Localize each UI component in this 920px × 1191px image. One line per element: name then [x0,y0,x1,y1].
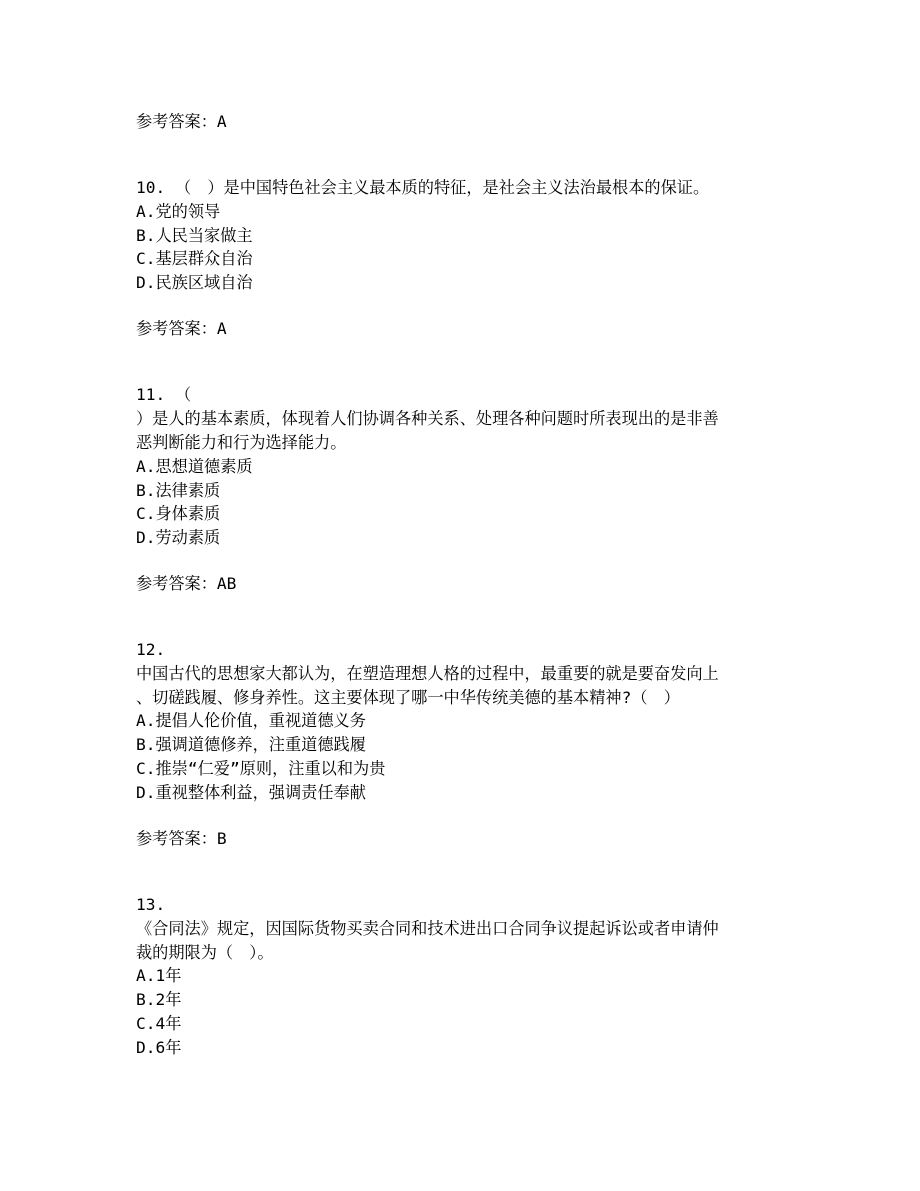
option-b: B.强调道德修养，注重道德践履 [136,735,366,754]
option-d: D.6年 [136,1038,182,1057]
question-stem: 11. （ [136,385,192,404]
option-b: B.2年 [136,990,182,1009]
option-a: A.党的领导 [136,202,221,221]
question-stem: 裁的期限为（ ）。 [136,943,274,962]
question-stem: 10. （ ）是中国特色社会主义最本质的特征，是社会主义法治最根本的保证。 [136,178,710,197]
option-a: A.思想道德素质 [136,457,253,476]
option-b: B.人民当家做主 [136,226,253,245]
answer-prev: 参考答案：A [136,112,227,131]
answer: 参考答案：A [136,319,227,338]
option-c: C.身体素质 [136,504,221,523]
answer: 参考答案：AB [136,574,237,593]
answer: 参考答案：B [136,829,227,848]
question-stem: 、切磋践履、修身养性。这主要体现了哪一中华传统美德的基本精神?（ ） [136,688,680,707]
option-d: D.民族区域自治 [136,273,253,292]
option-d: D.重视整体利益，强调责任奉献 [136,783,366,802]
question-number: 13. [136,895,166,914]
option-b: B.法律素质 [136,481,221,500]
option-a: A.1年 [136,966,182,985]
question-stem: 恶判断能力和行为选择能力。 [136,433,347,452]
option-d: D.劳动素质 [136,528,221,547]
question-stem: 《合同法》规定，因国际货物买卖合同和技术进出口合同争议提起诉讼或者申请仲 [136,919,719,938]
option-c: C.基层群众自治 [136,249,253,268]
option-c: C.4年 [136,1014,182,1033]
question-stem: 中国古代的思想家大都认为，在塑造理想人格的过程中，最重要的就是要奋发向上 [136,664,719,683]
question-number: 12. [136,640,166,659]
option-c: C.推崇“仁爱”原则，注重以和为贵 [136,759,386,778]
question-stem: ）是人的基本素质，体现着人们协调各种关系、处理各种问题时所表现出的是非善 [136,409,719,428]
option-a: A.提倡人伦价值，重视道德义务 [136,711,366,730]
